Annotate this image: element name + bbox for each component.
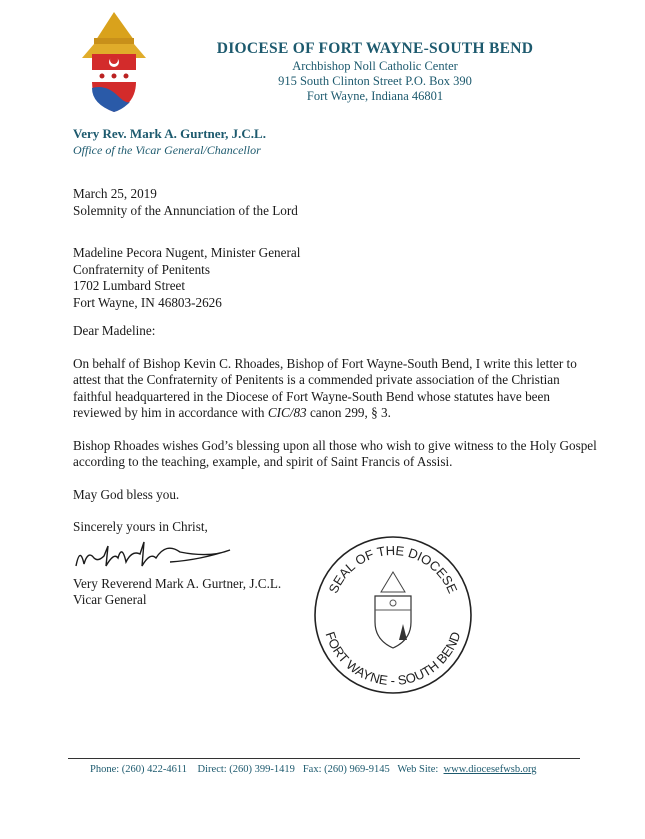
para1-citation: CIC/83: [267, 405, 307, 420]
signer-name: Very Reverend Mark A. Gurtner, J.C.L.: [73, 575, 282, 591]
paragraph-2: Bishop Rhoades wishes God’s blessing upon all those who wish to give witness to the Holy Gospel according to the teaching, example, and spirit of Saint Francis of Assisi.: [73, 437, 597, 469]
recipient-line: 1702 Lumbard Street: [73, 278, 186, 293]
signature: [70, 536, 240, 576]
seal-bottom-text: FORT WAYNE - SOUTH BEND: [322, 629, 464, 688]
signer-title: Vicar General: [73, 592, 147, 607]
recipient-block: [73, 245, 598, 311]
recipient-line: Confraternity of Penitents: [73, 261, 210, 277]
org-city: Fort Wayne, Indiana 46801: [306, 89, 444, 103]
org-center: Archbishop Noll Catholic Center: [292, 59, 458, 73]
recipient-line: Madeline Pecora Nugent, Minister General: [73, 245, 301, 260]
footer-phone: Phone: (260) 422-4611: [90, 764, 188, 775]
blessing: May God bless you.: [73, 486, 180, 502]
diocese-seal: [308, 530, 478, 700]
seal-top-text: SEAL OF THE DIOCESE: [325, 542, 461, 596]
recipient-line: Fort Wayne, IN 46803-2626: [73, 294, 222, 310]
footer-web-label: Web Site:: [397, 764, 439, 775]
org-name: DIOCESE OF FORT WAYNE-SOUTH BEND: [216, 40, 534, 57]
org-address: 915 South Clinton Street P.O. Box 390: [278, 74, 472, 88]
salutation: Dear Madeline:: [73, 323, 156, 338]
para1-text: On behalf of Bishop Kevin C. Rhoades, Bishop of Fort Wayne-South Bend, I write this letter to attest that the Confraternity of Penitents is a commended private association of the Christian faithful headquartered in the Diocese of Fort Wayne-South Bend whose statutes have been reviewed by him in accordance with: [73, 355, 577, 420]
closing: Sincerely yours in Christ,: [73, 519, 208, 534]
footer-fax: Fax: (260) 969-9145: [302, 764, 390, 775]
letter-feast: Solemnity of the Annunciation of the Lord: [73, 202, 298, 218]
letter-date: March 25, 2019: [73, 186, 157, 201]
footer-contact: [90, 764, 537, 775]
footer-direct: Direct: (260) 399-1419: [197, 764, 295, 775]
coat-of-arms-logo: [78, 10, 150, 114]
paragraph-1: [73, 356, 598, 422]
sender-name: Very Rev. Mark A. Gurtner, J.C.L.: [73, 126, 266, 141]
sender-office: Office of the Vicar General/Chancellor: [73, 143, 261, 157]
para1-text-end: canon 299, § 3.: [306, 405, 391, 420]
footer-divider: [68, 758, 580, 759]
footer-web-link[interactable]: www.diocesefwsb.org: [443, 764, 537, 775]
